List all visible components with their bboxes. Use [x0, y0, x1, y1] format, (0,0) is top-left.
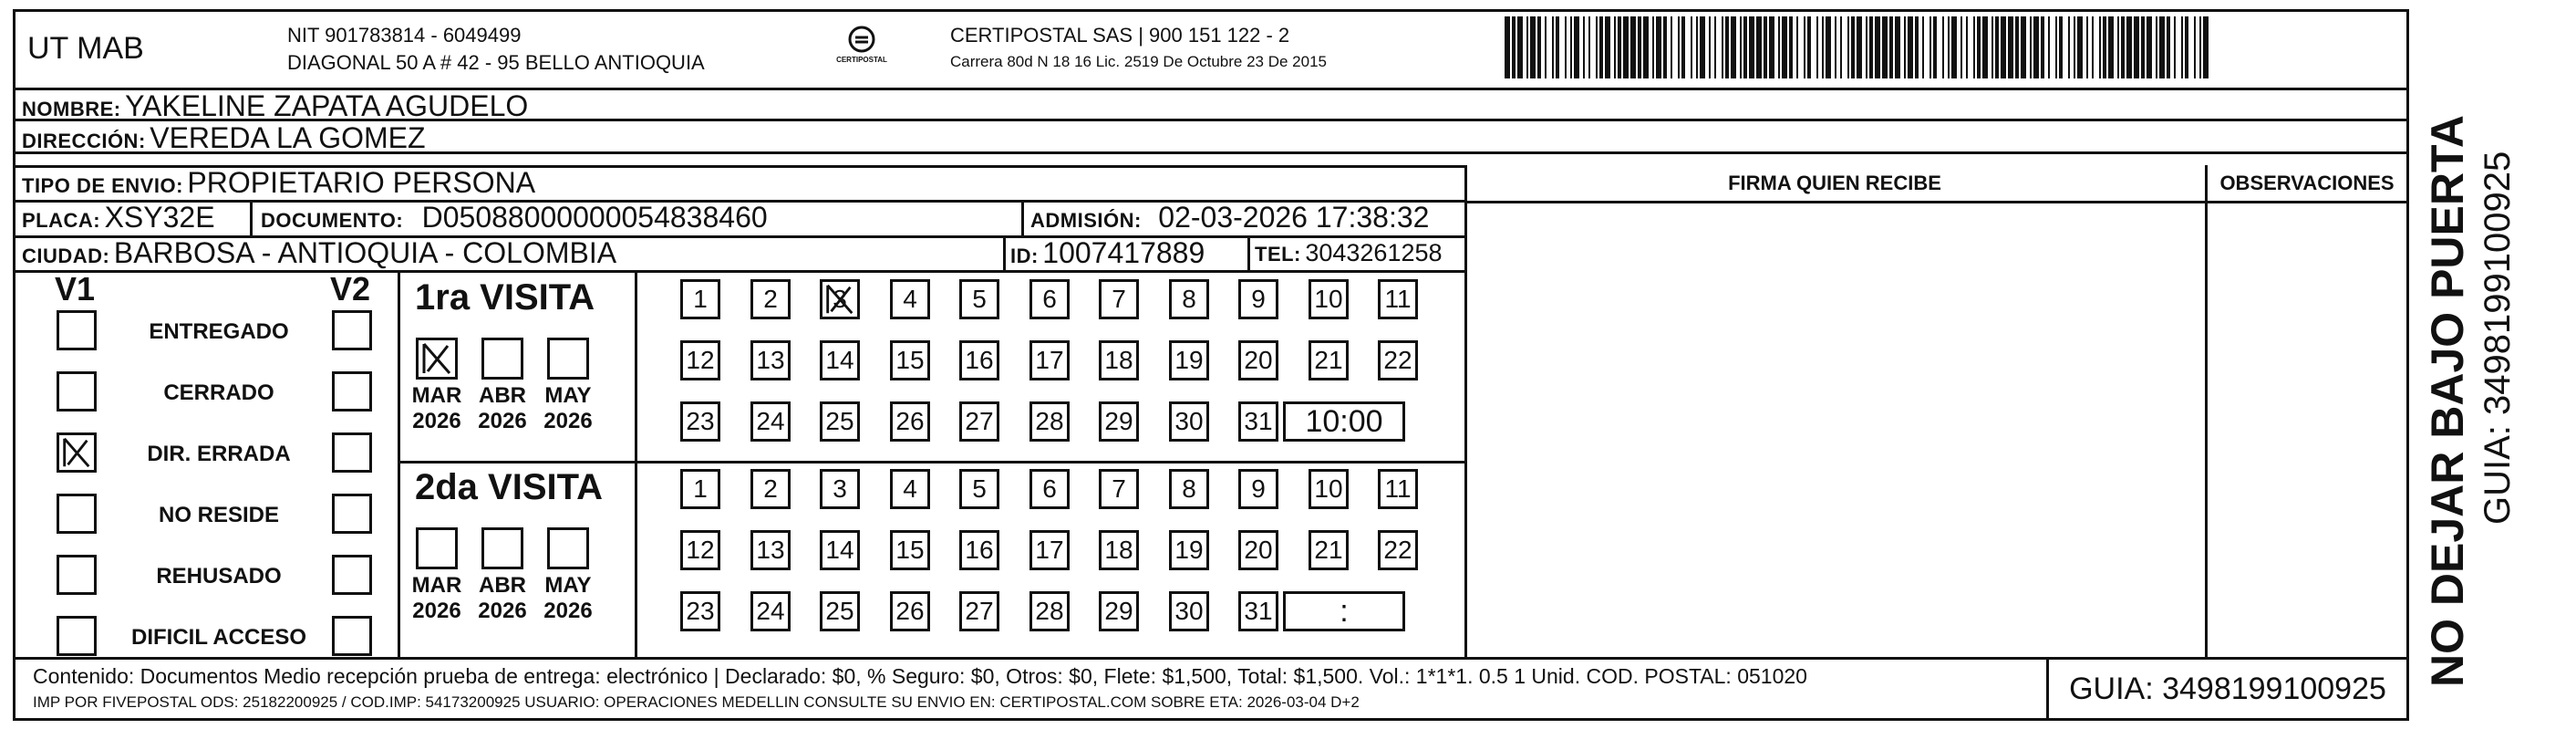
rule [398, 270, 400, 657]
month-name: MAY [544, 573, 592, 598]
day-box[interactable]: 9 [1238, 279, 1278, 319]
rule [1464, 201, 2409, 203]
v2-checkbox[interactable] [332, 494, 372, 534]
month-label [473, 383, 532, 434]
day-box[interactable]: 27 [959, 591, 999, 631]
visit1-title: 1ra VISITA [415, 277, 595, 318]
day-box[interactable]: 13 [750, 530, 791, 570]
day-box[interactable]: 4 [890, 279, 930, 319]
carrier-name: CERTIPOSTAL SAS | 900 151 122 - 2 [950, 24, 1290, 47]
v1-checkbox[interactable] [57, 616, 97, 656]
day-box[interactable]: 24 [750, 401, 791, 442]
placa-label: PLACA: [22, 209, 101, 232]
status-option-label: CERRADO [163, 380, 274, 405]
month-label [473, 573, 532, 624]
visit2-title: 2da VISITA [415, 467, 603, 507]
tel-value: 3043261258 [1305, 239, 1443, 266]
day-box[interactable]: 23 [680, 591, 720, 631]
direccion-row [22, 121, 426, 155]
company-address: DIAGONAL 50 A # 42 - 95 BELLO ANTIOQUIA [287, 51, 705, 74]
status-option-label: REHUSADO [156, 564, 282, 589]
rule [635, 270, 637, 657]
month-label [408, 573, 466, 624]
day-box[interactable]: 5 [959, 469, 999, 509]
month-year: 2026 [412, 599, 461, 623]
day-box[interactable]: 6 [1029, 469, 1070, 509]
day-box[interactable]: 10 [1309, 469, 1349, 509]
nombre-row [22, 89, 528, 123]
footer-line2: IMP POR FIVEPOSTAL ODS: 25182200925 / COD.IMP: 54173200925 USUARIO: OPERACIONES MEDELLIN CONSULTE SU ENVIO EN: CERTIPOSTAL.COM SOBRE ETA: 2026-03-04 D+2 [33, 693, 1360, 711]
carrier-license: Carrera 80d N 18 16 Lic. 2519 De Octubre 23 De 2015 [950, 53, 1327, 70]
day-box[interactable]: 30 [1169, 591, 1209, 631]
day-box[interactable]: 17 [1029, 340, 1070, 380]
day-box[interactable]: 29 [1099, 401, 1139, 442]
month-checkbox[interactable] [416, 338, 458, 380]
day-box[interactable]: 28 [1029, 401, 1070, 442]
month-year: 2026 [478, 409, 527, 433]
barcode [1505, 16, 2216, 78]
day-box[interactable]: 1 [680, 469, 720, 509]
tel-row [1255, 239, 1443, 267]
tipo-row [22, 166, 535, 200]
month-checkbox[interactable] [481, 338, 523, 380]
day-box[interactable]: 23 [680, 401, 720, 442]
month-year: 2026 [478, 599, 527, 623]
day-box[interactable]: 24 [750, 591, 791, 631]
day-box[interactable]: 28 [1029, 591, 1070, 631]
day-box[interactable]: 8 [1169, 469, 1209, 509]
direccion-value: VEREDA LA GOMEZ [150, 121, 426, 154]
rule [1021, 200, 1024, 235]
documento-label: DOCUMENTO: [261, 209, 404, 232]
month-name: MAR [411, 383, 462, 408]
month-label [539, 573, 597, 624]
month-checkbox[interactable] [547, 527, 589, 569]
rule [13, 270, 1464, 273]
time-box[interactable]: : [1283, 591, 1405, 631]
status-option-label: ENTREGADO [149, 319, 289, 344]
day-box[interactable]: 11 [1378, 469, 1418, 509]
day-box[interactable]: 7 [1099, 469, 1139, 509]
rule [1464, 165, 1467, 657]
day-box[interactable] [820, 279, 860, 319]
id-label: ID: [1010, 245, 1039, 267]
v2-label: V2 [330, 270, 371, 307]
day-box[interactable]: 26 [890, 401, 930, 442]
day-box[interactable]: 15 [890, 340, 930, 380]
v1-label: V1 [55, 270, 96, 307]
day-box[interactable]: 1 [680, 279, 720, 319]
day-box[interactable]: 3 [820, 469, 860, 509]
side-guia: GUIA: 3498199100925 [2478, 151, 2518, 525]
day-box[interactable]: 16 [959, 530, 999, 570]
side-warning: NO DEJAR BAJO PUERTA [2422, 115, 2473, 688]
v2-checkbox[interactable] [332, 616, 372, 656]
v2-checkbox[interactable] [332, 310, 372, 350]
day-box[interactable]: 18 [1099, 530, 1139, 570]
nombre-value: YAKELINE ZAPATA AGUDELO [125, 89, 529, 122]
day-box[interactable]: 5 [959, 279, 999, 319]
day-box[interactable]: 31 [1238, 401, 1278, 442]
month-year: 2026 [543, 409, 593, 433]
day-box[interactable]: 22 [1378, 530, 1418, 570]
placa-row [22, 201, 215, 234]
day-box[interactable]: 14 [820, 530, 860, 570]
documento-value: D05088000000054838460 [421, 201, 768, 234]
day-box[interactable]: 4 [890, 469, 930, 509]
ciudad-row [22, 236, 616, 270]
rule [1247, 235, 1250, 270]
time-box[interactable]: 10:00 [1283, 401, 1405, 442]
admision-value: 02-03-2026 17:38:32 [1158, 201, 1430, 234]
v2-checkbox[interactable] [332, 432, 372, 473]
firma-header: FIRMA QUIEN RECIBE [1728, 172, 1941, 194]
day-box[interactable]: 26 [890, 591, 930, 631]
day-box[interactable]: 8 [1169, 279, 1209, 319]
month-name: ABR [479, 573, 526, 598]
month-label [539, 383, 597, 434]
day-box[interactable]: 27 [959, 401, 999, 442]
admision-row [1030, 201, 1429, 234]
day-box[interactable]: 25 [820, 591, 860, 631]
day-box[interactable]: 2 [750, 469, 791, 509]
day-box[interactable]: 16 [959, 340, 999, 380]
direccion-label: DIRECCIÓN: [22, 130, 146, 152]
documento-row [261, 201, 768, 234]
certipostal-logo-icon [843, 26, 880, 55]
day-box[interactable]: 17 [1029, 530, 1070, 570]
day-box[interactable]: 18 [1099, 340, 1139, 380]
tipo-label: TIPO DE ENVIO: [22, 174, 183, 197]
day-box[interactable]: 6 [1029, 279, 1070, 319]
day-box[interactable]: 25 [820, 401, 860, 442]
month-checkbox[interactable] [481, 527, 523, 569]
company-nit: NIT 901783814 - 6049499 [287, 24, 522, 47]
day-box[interactable]: 31 [1238, 591, 1278, 631]
status-option-label: DIR. ERRADA [147, 442, 291, 466]
day-box[interactable]: 21 [1309, 530, 1349, 570]
barcode-bar [2203, 16, 2209, 78]
day-box[interactable]: 19 [1169, 530, 1209, 570]
certipostal-logo-text: CERTIPOSTAL [836, 56, 887, 64]
rule [398, 461, 1464, 464]
day-box[interactable]: 7 [1099, 279, 1139, 319]
v1-checkbox[interactable] [57, 555, 97, 595]
month-name: MAY [544, 383, 592, 408]
v1-checkbox[interactable] [57, 310, 97, 350]
day-box[interactable]: 12 [680, 340, 720, 380]
day-box[interactable]: 13 [750, 340, 791, 380]
month-checkbox[interactable] [547, 338, 589, 380]
month-checkbox[interactable] [416, 527, 458, 569]
day-box[interactable]: 9 [1238, 469, 1278, 509]
month-year: 2026 [412, 409, 461, 433]
day-box[interactable]: 22 [1378, 340, 1418, 380]
admision-label: ADMISIÓN: [1030, 209, 1142, 232]
status-option-label: NO RESIDE [158, 503, 280, 527]
day-box[interactable]: 14 [820, 340, 860, 380]
placa-value: XSY32E [104, 201, 215, 234]
day-box[interactable]: 19 [1169, 340, 1209, 380]
certipostal-logo [825, 26, 898, 71]
observaciones-header: OBSERVACIONES [2219, 172, 2395, 194]
day-box[interactable]: 15 [890, 530, 930, 570]
day-box[interactable]: 30 [1169, 401, 1209, 442]
day-box[interactable]: 2 [750, 279, 791, 319]
status-option-label: DIFICIL ACCESO [130, 625, 306, 650]
rule [1003, 235, 1006, 270]
month-label [408, 383, 466, 434]
month-name: ABR [479, 383, 526, 408]
day-number: 3 [833, 285, 847, 313]
rule [2205, 165, 2208, 657]
month-name: MAR [411, 573, 462, 598]
ciudad-value: BARBOSA - ANTIOQUIA - COLOMBIA [113, 236, 617, 269]
id-value: 1007417889 [1042, 236, 1205, 269]
footer-line1: Contenido: Documentos Medio recepción prueba de entrega: electrónico | Declarado: $0, % Seguro: $0, Otros: $0, Flete: $1,500, Total: $1,500. Vol.: 1*1*1. 0.5 1 Unid. COD. POSTAL: 051020 [33, 664, 1807, 688]
ciudad-label: CIUDAD: [22, 245, 110, 267]
day-box[interactable]: 21 [1309, 340, 1349, 380]
day-box[interactable]: 20 [1238, 340, 1278, 380]
day-box[interactable]: 12 [680, 530, 720, 570]
rule [250, 200, 253, 235]
v1-checkbox[interactable] [57, 432, 97, 473]
rule [13, 657, 2409, 660]
company-name: UT MAB [27, 31, 144, 66]
id-row [1010, 236, 1205, 270]
v2-checkbox[interactable] [332, 555, 372, 595]
tel-label: TEL: [1255, 243, 1301, 266]
tipo-value: PROPIETARIO PERSONA [187, 166, 536, 199]
side-text [2421, 82, 2558, 721]
nombre-label: NOMBRE: [22, 98, 121, 120]
v1-checkbox[interactable] [57, 371, 97, 411]
day-box[interactable]: 11 [1378, 279, 1418, 319]
v2-checkbox[interactable] [332, 371, 372, 411]
month-year: 2026 [543, 599, 593, 623]
v1-checkbox[interactable] [57, 494, 97, 534]
day-box[interactable]: 20 [1238, 530, 1278, 570]
footer-guia: GUIA: 3498199100925 [2069, 672, 2386, 706]
day-box[interactable]: 29 [1099, 591, 1139, 631]
day-box[interactable]: 10 [1309, 279, 1349, 319]
